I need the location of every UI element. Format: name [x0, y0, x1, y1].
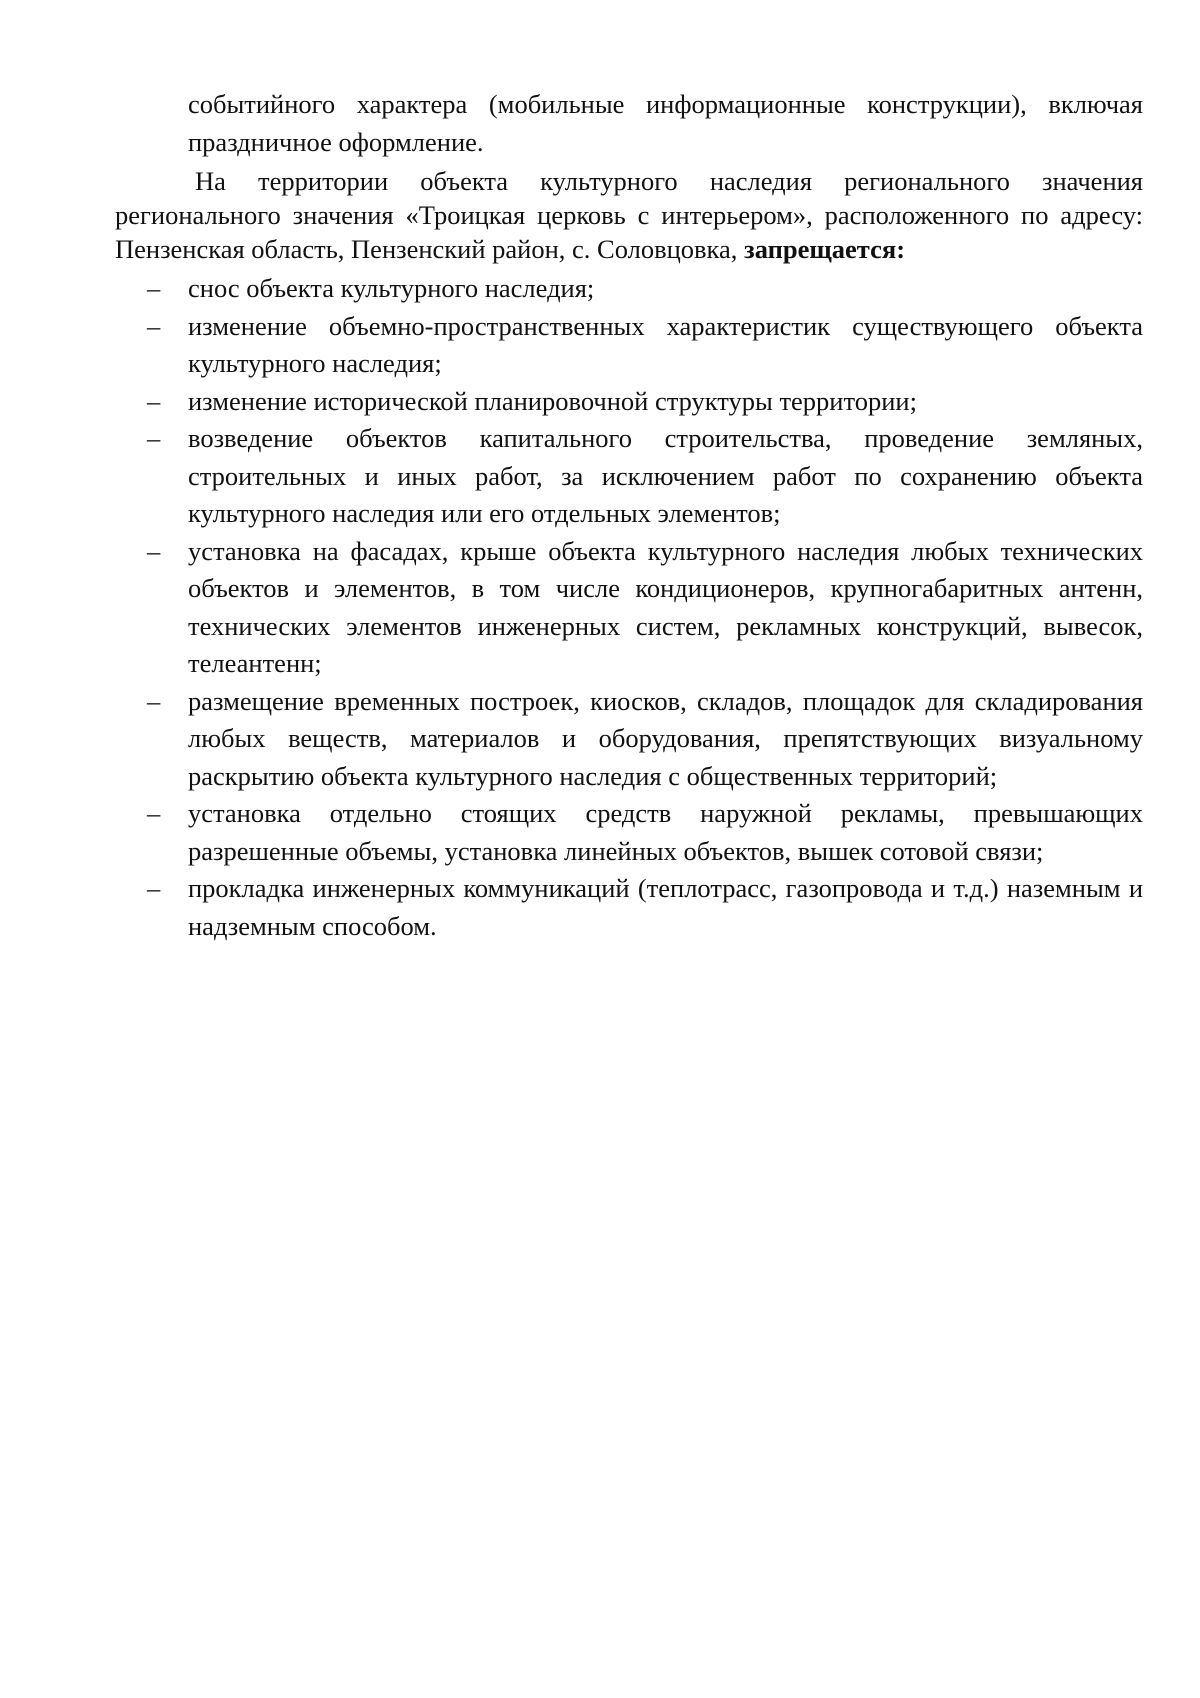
- dash-bullet: –: [147, 535, 161, 566]
- dash-bullet: –: [147, 385, 161, 416]
- list-item: [115, 870, 1143, 945]
- list-item: [115, 270, 1143, 308]
- dash-bullet: –: [147, 873, 161, 903]
- dash-bullet: –: [147, 273, 161, 303]
- dash-bullet: –: [147, 310, 161, 341]
- dash-bullet: –: [147, 423, 161, 453]
- continuation-paragraph: событийного характера (мобильные информационные конструкции), включая праздничное оформление.: [188, 89, 1143, 157]
- dash-bullet: –: [147, 685, 161, 716]
- prohibitions-list: [115, 270, 1143, 945]
- list-item-text: прокладка инженерных коммуникаций (теплотрасс, газопровода и т.д.) наземным и надземным способом.: [188, 873, 1143, 941]
- intro-text: На территории объекта культурного наследия регионального значения регионального значения «Троицкая церковь с интерьером», расположенного по адресу: Пензенская область, Пензенский район, с. Соловцовка,: [115, 166, 1143, 264]
- intro-emphasis: запрещается:: [744, 234, 906, 264]
- list-item-text: установка на фасадах, крыше объекта культурного наследия любых технических объектов и элементов, в том числе кондиционеров, крупногабаритных антенн, технических элементов инженерных систем, рекламных конструкций, вывесок, телеантенн;: [188, 535, 1143, 678]
- dash-bullet: –: [147, 798, 161, 828]
- list-item-text: снос объекта культурного наследия;: [188, 273, 595, 303]
- list-item: [115, 308, 1143, 383]
- list-item: [115, 420, 1143, 533]
- list-item-text: возведение объектов капитального строительства, проведение земляных, строительных и иных работ, за исключением работ по сохранению объекта культурного наследия или его отдельных элементов;: [188, 423, 1143, 528]
- document-body: [115, 86, 1143, 945]
- intro-paragraph: [115, 164, 1143, 266]
- list-item: [115, 533, 1143, 683]
- list-item: [115, 683, 1143, 796]
- list-item: [115, 795, 1143, 870]
- list-item-text: размещение временных построек, киосков, складов, площадок для складирования любых веществ, материалов и оборудования, препятствующих визуальному раскрытию объекта культурного наследия с общественных территорий;: [188, 685, 1143, 791]
- list-item: [115, 383, 1143, 421]
- list-item-text: изменение исторической планировочной структуры территории;: [188, 385, 917, 416]
- list-item-text: установка отдельно стоящих средств наружной рекламы, превышающих разрешенные объемы, установка линейных объектов, вышек сотовой связи;: [188, 798, 1143, 866]
- list-item-text: изменение объемно-пространственных характеристик существующего объекта культурного наследия;: [188, 310, 1143, 378]
